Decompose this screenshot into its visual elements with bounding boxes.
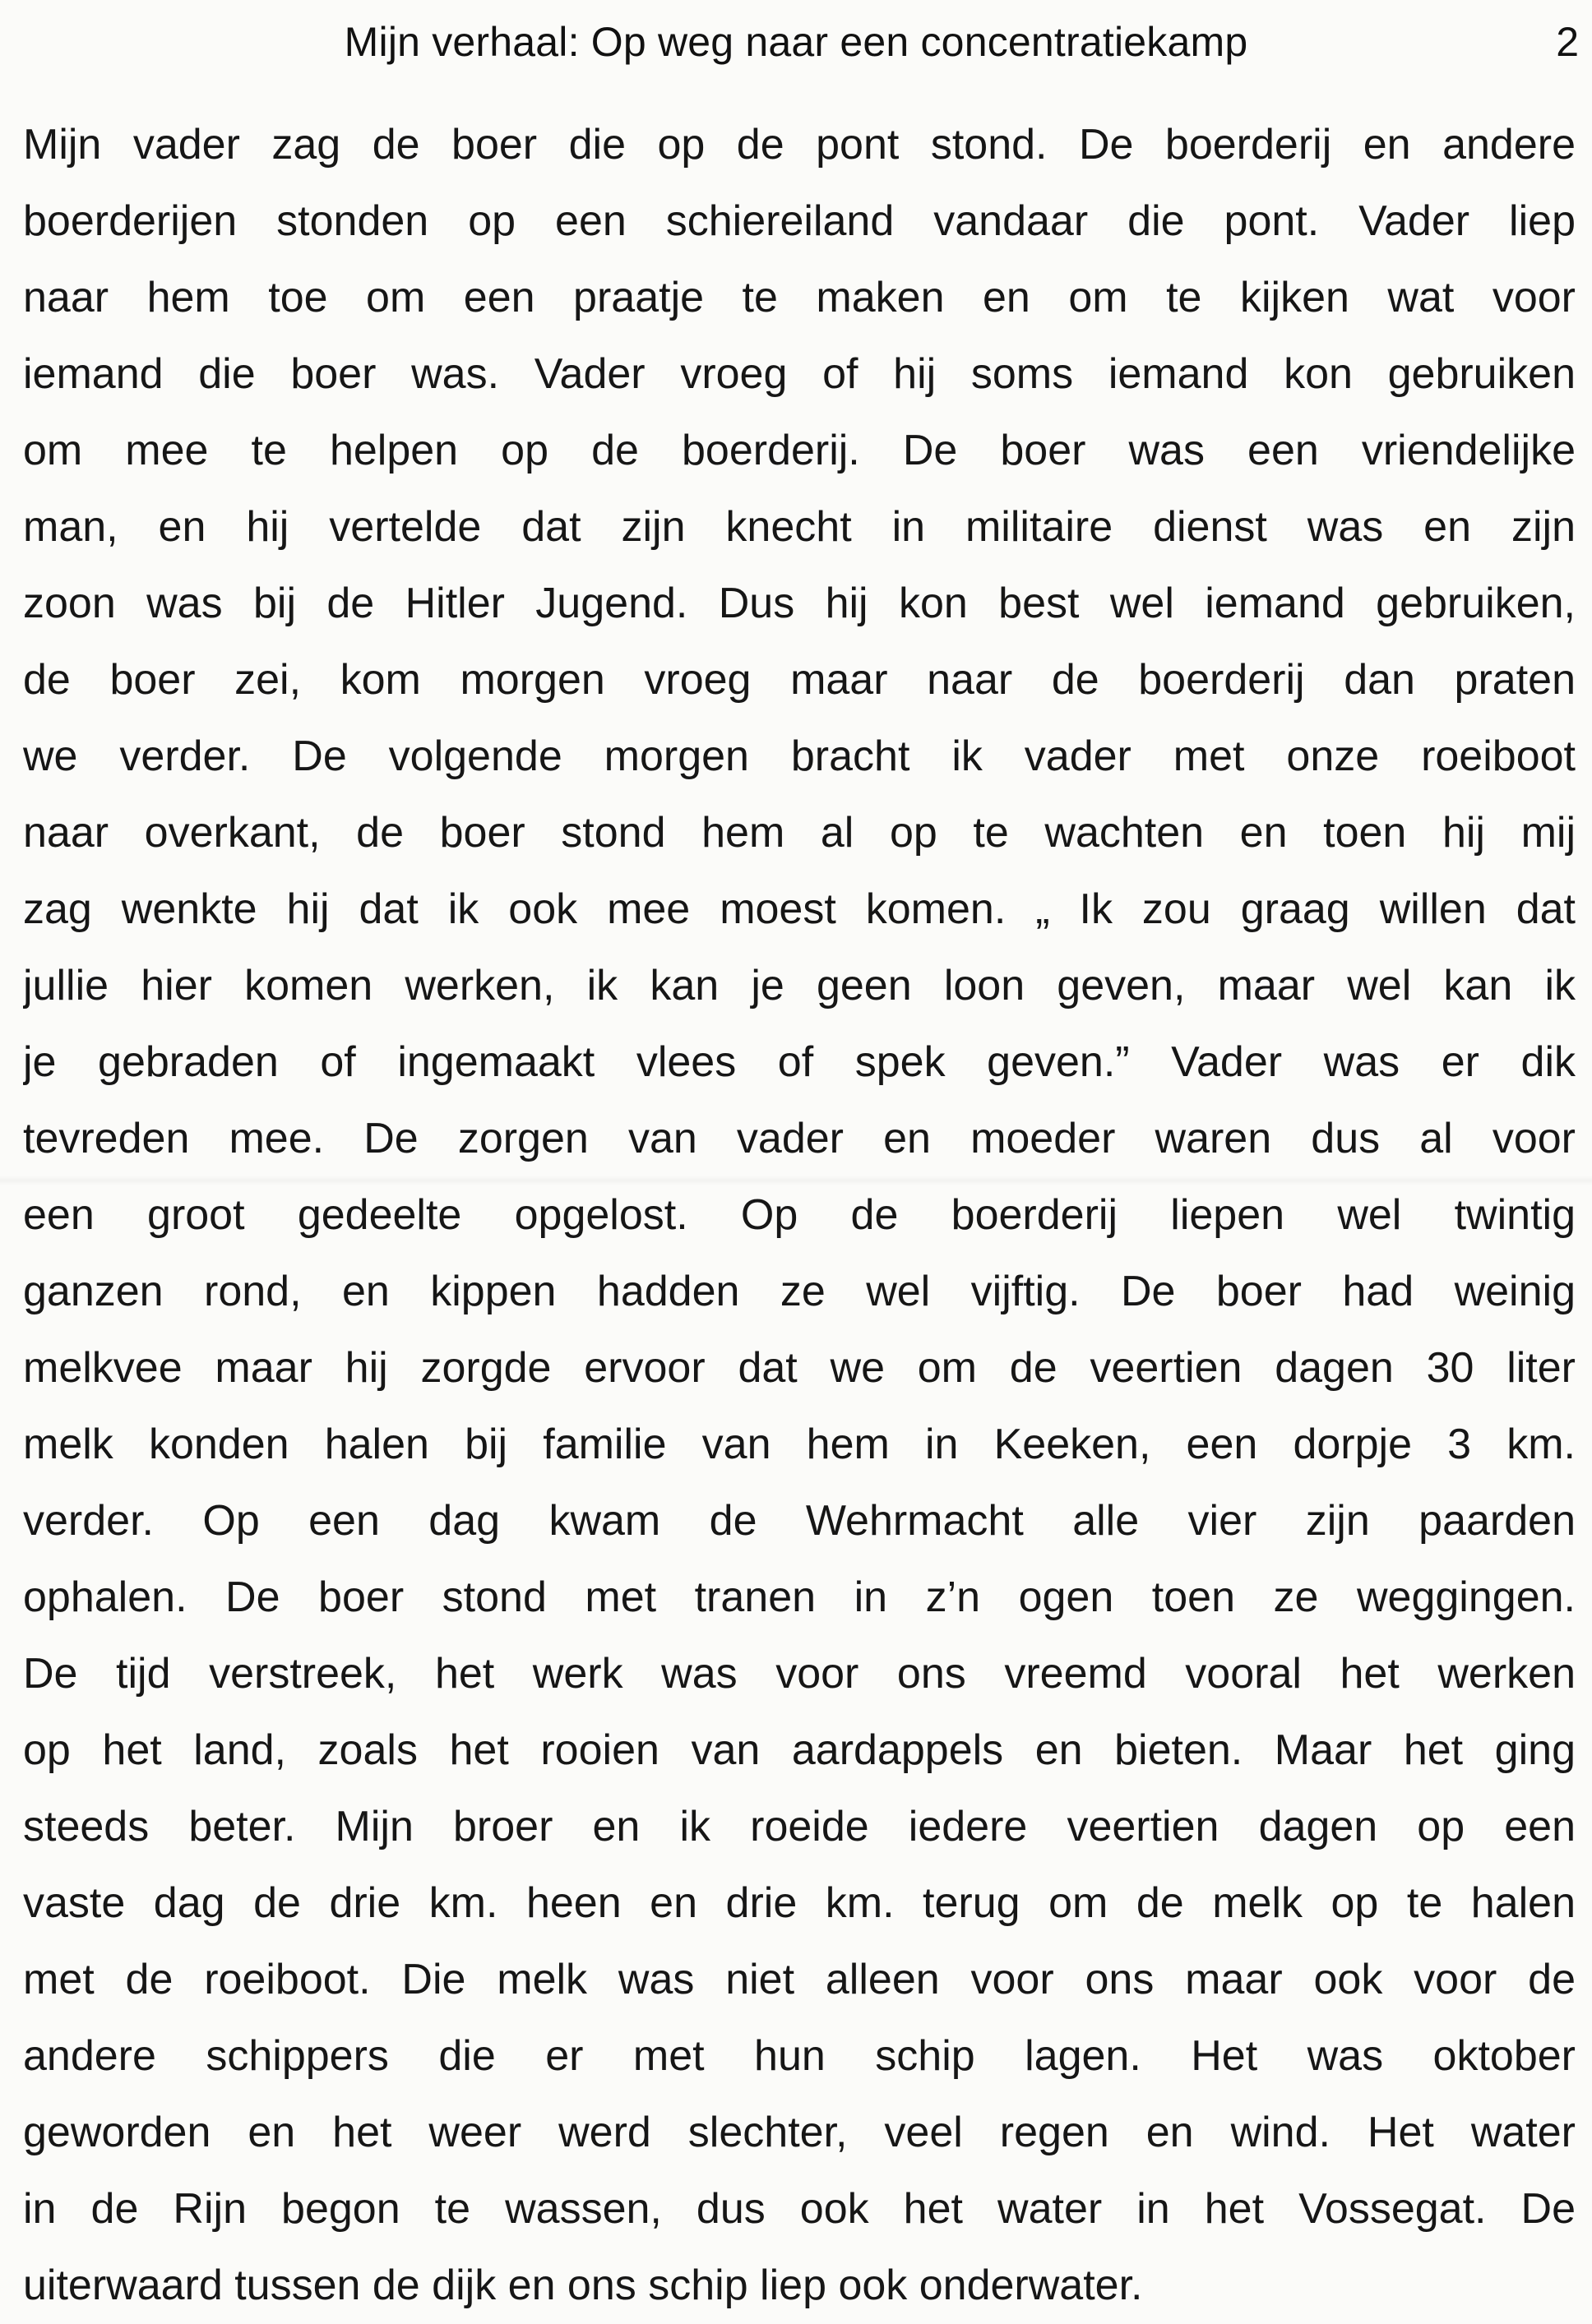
text-line: verder. Op een dag kwam de Wehrmacht alle vier zijn paarden [23,1497,1576,1545]
text-line: vaste dag de drie km. heen en drie km. terug om de melk op te halen [23,1879,1576,1927]
text-line: op het land, zoals het rooien van aardappels en bieten. Maar het ging [23,1726,1576,1774]
text-line: met de roeiboot. Die melk was niet alleen voor ons maar ook voor de [23,1956,1576,2003]
text-line: ganzen rond, en kippen hadden ze wel vijftig. De boer had weinig [23,1268,1576,1315]
text-line: melk konden halen bij familie van hem in Keeken, een dorpje 3 km. [23,1421,1576,1468]
text-line: geworden en het weer werd slechter, veel regen en wind. Het water [23,2109,1576,2156]
text-line: naar overkant, de boer stond hem al op te wachten en toen hij mij [23,809,1576,857]
text-line: naar hem toe om een praatje te maken en om te kijken wat voor [23,274,1576,321]
document-title: Mijn verhaal: Op weg naar een concentratiekamp [344,19,1248,65]
text-line: een groot gedeelte opgelost. Op de boerderij liepen wel twintig [23,1191,1576,1239]
text-line: om mee te helpen op de boerderij. De boer was een vriendelijke [23,427,1576,474]
body-text [23,107,1576,2324]
text-line: jullie hier komen werken, ik kan je geen loon geven, maar wel kan ik [23,962,1576,1010]
text-line: zoon was bij de Hitler Jugend. Dus hij kon best wel iemand gebruiken, [23,580,1576,627]
text-line: ophalen. De boer stond met tranen in z’n ogen toen ze weggingen. [23,1573,1576,1621]
text-line: melkvee maar hij zorgde ervoor dat we om de veertien dagen 30 liter [23,1344,1576,1392]
text-line: andere schippers die er met hun schip lagen. Het was oktober [23,2032,1576,2080]
text-line: steeds beter. Mijn broer en ik roeide iedere veertien dagen op een [23,1803,1576,1850]
page-header [0,7,1592,76]
text-line: uiterwaard tussen de dijk en ons schip liep ook onderwater. [23,2262,1143,2309]
text-line: iemand die boer was. Vader vroeg of hij soms iemand kon gebruiken [23,350,1576,398]
text-line: in de Rijn begon te wassen, dus ook het water in het Vossegat. De [23,2185,1576,2233]
text-line: De tijd verstreek, het werk was voor ons vreemd vooral het werken [23,1650,1576,1698]
text-line: boerderijen stonden op een schiereiland vandaar die pont. Vader liep [23,197,1576,245]
text-line: man, en hij vertelde dat zijn knecht in militaire dienst was en zijn [23,503,1576,551]
text-line: we verder. De volgende morgen bracht ik vader met onze roeiboot [23,732,1576,780]
text-line: de boer zei, kom morgen vroeg maar naar de boerderij dan praten [23,656,1576,704]
page-number: 2 [1556,19,1579,65]
text-line: zag wenkte hij dat ik ook mee moest komen. „ Ik zou graag willen dat [23,885,1576,933]
text-line: Mijn vader zag de boer die op de pont stond. De boerderij en andere [23,121,1576,169]
text-line: tevreden mee. De zorgen van vader en moeder waren dus al voor [23,1115,1576,1162]
text-line: je gebraden of ingemaakt vlees of spek geven.” Vader was er dik [23,1038,1576,1086]
